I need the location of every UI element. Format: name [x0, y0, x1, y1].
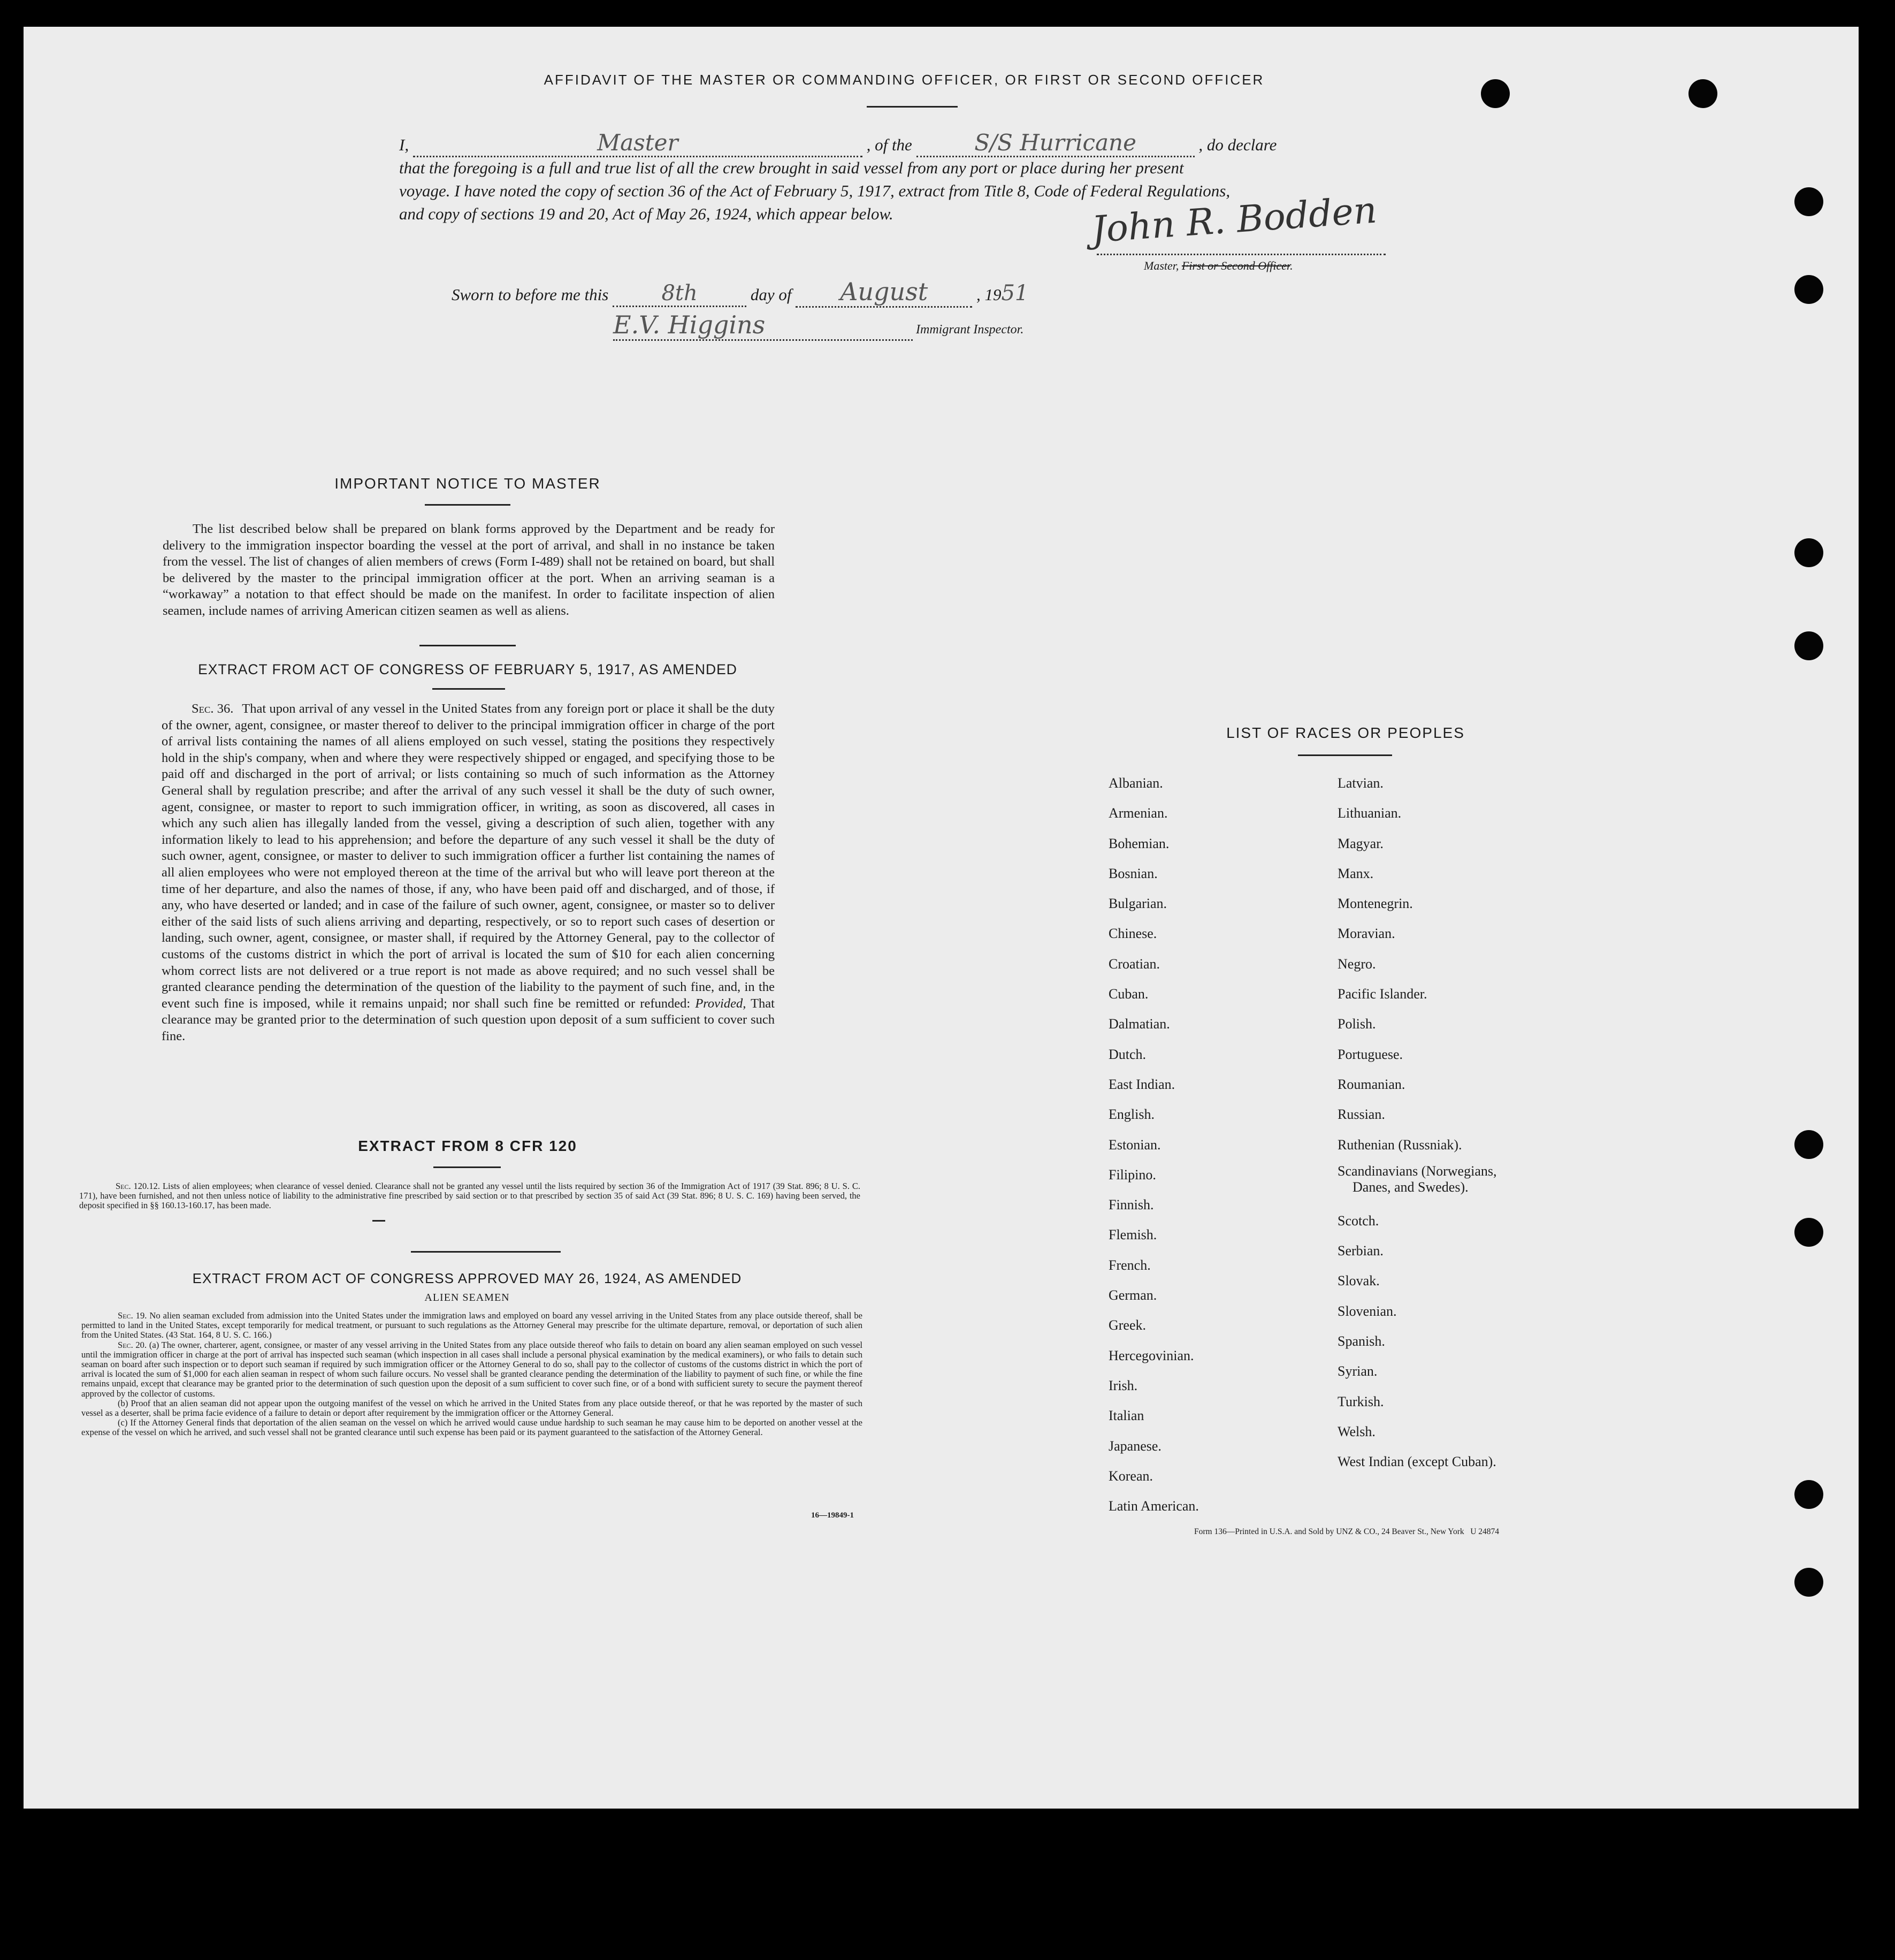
master-signature: John R. Bodden — [1090, 189, 1378, 251]
sec-36-label: Sec. 36. — [192, 701, 234, 716]
race-item: Pacific Islander. — [1338, 986, 1427, 1002]
race-item: Italian — [1109, 1408, 1144, 1424]
race-item: French. — [1109, 1257, 1151, 1273]
punch-hole — [1794, 275, 1823, 304]
i-label: I, — [399, 135, 409, 154]
race-item-continued: Danes, and Swedes). — [1353, 1179, 1469, 1195]
vessel-name-field[interactable]: S/S Hurricane — [916, 129, 1195, 157]
race-item: Latvian. — [1338, 775, 1384, 791]
sec-19-label: Sec. 19. — [118, 1310, 147, 1321]
race-item: Moravian. — [1338, 926, 1395, 942]
sworn-month-field[interactable]: August — [796, 277, 972, 308]
punch-hole — [1794, 1218, 1823, 1247]
race-item: Turkish. — [1338, 1393, 1384, 1409]
race-item: Albanian. — [1109, 775, 1163, 791]
punch-hole — [1794, 1568, 1823, 1597]
signature-dotted-line — [1097, 254, 1386, 255]
title-divider — [867, 106, 958, 108]
day-of-label: day of — [750, 285, 792, 304]
cfr-divider — [433, 1166, 501, 1168]
race-item: Ruthenian (Russniak). — [1338, 1137, 1462, 1153]
race-item: Serbian. — [1338, 1243, 1384, 1259]
race-item: Japanese. — [1109, 1438, 1162, 1454]
inspector-signature: E.V. Higgins — [613, 310, 913, 341]
race-item: Greek. — [1109, 1317, 1147, 1333]
race-item: Bohemian. — [1109, 835, 1170, 851]
sec-20a-paragraph — [81, 1340, 862, 1399]
punch-hole — [1794, 631, 1823, 660]
signer-role: Master, First or Second Officer. — [1144, 259, 1293, 272]
race-item: Dutch. — [1109, 1046, 1147, 1062]
year-prefix: , 19 — [976, 285, 1002, 304]
affidavit-line-4: and copy of sections 19 and 20, Act of May 26, 1924, which appear below. — [399, 204, 893, 223]
race-item: Montenegrin. — [1338, 896, 1413, 912]
race-item: German. — [1109, 1287, 1157, 1303]
race-item: Slovenian. — [1338, 1303, 1397, 1319]
extract-1924-body — [81, 1311, 862, 1438]
form-print-line: Form 136—Printed in U.S.A. and Sold by UNZ & CO., 24 Beaver St., New York U 24874 — [1194, 1527, 1500, 1536]
race-item: Scandinavians (Norwegians, — [1338, 1163, 1497, 1179]
race-item: Slovak. — [1338, 1273, 1380, 1289]
extract-1917-body — [162, 701, 775, 1044]
provided-term: Provided, — [695, 996, 746, 1011]
race-item: Latin American. — [1109, 1498, 1199, 1514]
race-item: Lithuanian. — [1338, 805, 1402, 821]
races-right-column — [1338, 768, 1496, 1477]
cfr-title: EXTRACT FROM 8 CFR 120 — [358, 1138, 577, 1154]
sworn-label: Sworn to before me this — [452, 285, 609, 304]
race-item: Russian. — [1338, 1107, 1385, 1123]
sec-19-text: No alien seaman excluded from admission into the United States under the immigration laws and employed on board any vessel arriving in the United States from any place outside thereof, shall be permitted to land in the United States, except temporarily for medical treatment, or pursuant to such regulations as the Attorney General may prescribe for the ultimate departure, removal, or deportation of such alien from the United States. (43 Stat. 164, 8 U. S. C. 166.) — [81, 1310, 862, 1340]
sec-19-paragraph — [81, 1311, 862, 1340]
sec-20c-paragraph: (c) If the Attorney General finds that deportation of the alien seaman on the vessel on which he arrived would cause undue hardship to such seaman he may cause him to be deported on another vessel at the expense of the vessel on which he arrived, and such vessel shall not be granted clearance until such expense has been paid or its payment guaranteed to the satisfaction of the Attorney General. — [81, 1417, 862, 1438]
cfr-end-divider — [372, 1220, 385, 1222]
races-left-column — [1109, 768, 1199, 1521]
of-the-label: , of the — [866, 135, 912, 154]
race-item: Bulgarian. — [1109, 896, 1167, 912]
race-item: Finnish. — [1109, 1197, 1154, 1213]
race-item: Manx. — [1338, 865, 1374, 881]
race-item: West Indian (except Cuban). — [1338, 1454, 1496, 1470]
race-item: Estonian. — [1109, 1137, 1161, 1153]
inspector-label: Immigrant Inspector. — [916, 323, 1024, 337]
sworn-day-field[interactable]: 8th — [613, 281, 746, 307]
race-item: Korean. — [1109, 1468, 1153, 1484]
race-item: Chinese. — [1109, 926, 1157, 942]
race-item: Croatian. — [1109, 956, 1160, 972]
cfr-sec-label: Sec. 120.12. — [116, 1181, 161, 1191]
race-item: Armenian. — [1109, 805, 1168, 821]
punch-hole — [1688, 79, 1717, 108]
sworn-line — [452, 277, 1147, 308]
affidavit-declaration-line — [399, 129, 1416, 157]
master-name-field[interactable]: Master — [413, 129, 862, 157]
sec-36-text: That upon arrival of any vessel in the United States from any foreign port or place it shall be the duty of the owner, agent, consignee, or master thereof to deliver to the principal immigration officer in charge of the port of arrival lists containing the names of all aliens employed on such vessel, stating the positions they respectively hold in the ship's company, when and where they were respectively shipped or engaged, and specifying those to be paid off and discharged in the port of arrival; or lists containing so much of such information as the Attorney General shall by regulation prescribe; and after the arrival of any such vessel it shall be the duty of such owner, agent, consignee, or master to report to such immigration officer, in writing, as soon as discovered, all cases in which any such alien has illegally landed from the vessel, giving a description of such alien, together with any information likely to lead to his apprehension; and before the departure of any such vessel it shall be the duty of such owner, agent, consignee, or master to deliver to such immigration officer a further list containing the names of all alien employees who were not employed thereon at the time of the arrival but who will leave port thereon at the time of her departure, and also the names of those, if any, who have been paid off and discharged, and of those, if any, who have deserted or landed; and in case of the failure of such owner, agent, consignee, or master so to deliver either of the said lists of such aliens arriving and departing, respectively, or so to report such cases of desertion or landing, such owner, agent, consignee, or master shall, if required by the Attorney General, pay to the collector of customs of the customs district in which the port of arrival is located the sum of $10 for each alien concerning whom correct lists are not delivered or a true report is not made as above required; and no such vessel shall be granted clearance pending the determination of the question of the liability to the payment of such fine, and, in the event such fine is imposed, while it remains unpaid; nor shall such fine be remitted or refunded: — [162, 701, 775, 1011]
race-item: Spanish. — [1338, 1333, 1385, 1349]
sec-20-label: Sec. 20. — [118, 1339, 147, 1350]
provided-text: That clearance may be granted prior to the determination of such question upon deposit of a sum sufficient to cover such fine. — [162, 996, 775, 1043]
alien-seamen-subtitle: ALIEN SEAMEN — [424, 1292, 510, 1303]
race-item: East Indian. — [1109, 1076, 1175, 1092]
cfr-body — [79, 1181, 860, 1210]
master-label: Master, — [1144, 259, 1179, 272]
affidavit-title: AFFIDAVIT OF THE MASTER OR COMMANDING OFFICER, OR FIRST OR SECOND OFFICER — [544, 72, 1265, 88]
races-title: LIST OF RACES OR PEOPLES — [1226, 724, 1465, 741]
section-divider-2 — [411, 1251, 561, 1253]
affidavit-line-3: voyage. I have noted the copy of section 36 of the Act of February 5, 1917, extract from Title 8, Code of Federal Regulations, — [399, 181, 1231, 200]
notice-title: IMPORTANT NOTICE TO MASTER — [334, 475, 601, 492]
race-item: Polish. — [1338, 1016, 1376, 1032]
form-code: 16—19849-1 — [811, 1511, 854, 1520]
race-item: Bosnian. — [1109, 865, 1158, 881]
notice-body: The list described below shall be prepared on blank forms approved by the Department and be ready for delivery to the immigration inspector boarding the vessel at the port of arrival, and shall in no instance be taken from the vessel. The list of changes of alien members of crews (Form I-489) shall not be retained on board, but shall be delivered by the master to the principal immigration officer at the port. When an arriving seaman is a “workaway” a notation to that effect should be made on the manifest. In order to facilitate inspection of alien seamen, include names of arriving American citizen seamen as well as aliens. — [163, 522, 775, 618]
extract-1924-title: EXTRACT FROM ACT OF CONGRESS APPROVED MAY 26, 1924, AS AMENDED — [192, 1270, 742, 1286]
section-divider — [419, 645, 516, 646]
race-item: Negro. — [1338, 956, 1376, 972]
sworn-year-field[interactable]: 51 — [1001, 281, 1029, 306]
races-divider — [1298, 754, 1392, 756]
punch-hole — [1794, 1480, 1823, 1509]
struck-officer-label: First or Second Officer — [1181, 259, 1290, 272]
sec-20a-text: (a) The owner, charterer, agent, consignee, or master of any vessel arriving in the United States from any place outside thereof who fails to detain on board any alien seaman employed on such vessel until the immigration officer in charge at the port of arrival has inspected such seaman (which inspection in all cases shall include a personal physical examination by the medical examiners), or who fails to detain such seaman on board after such inspection or to deport such seaman if required by such immigration officer or the Attorney General to do so, shall pay to the collector of customs of the customs district in which the port of arrival is located the sum of $1,000 for each alien seaman in respect of whom such failure occurs. No vessel shall be granted clearance pending the determination of the liability to payment of such fine, or while the fine remains unpaid, except that clearance may be granted prior to the determination of such question upon the deposit of a sum sufficient to cover such fine, or of a bond with sufficient surety to secure the payment thereof approved by the collector of customs. — [81, 1339, 862, 1399]
race-item: Portuguese. — [1338, 1046, 1403, 1062]
race-item: Magyar. — [1338, 835, 1384, 851]
race-item: Irish. — [1109, 1377, 1138, 1393]
race-item: Flemish. — [1109, 1227, 1157, 1243]
punch-hole — [1481, 79, 1510, 108]
inspector-line — [613, 310, 1095, 341]
punch-hole — [1794, 1130, 1823, 1159]
race-item: Scotch. — [1338, 1212, 1379, 1229]
affidavit-line-2: that the foregoing is a full and true list of all the crew brought in said vessel from any port or place during her present — [399, 158, 1184, 177]
race-item: English. — [1109, 1107, 1155, 1123]
notice-divider — [425, 504, 510, 506]
race-item: Dalmatian. — [1109, 1016, 1170, 1032]
race-item: Roumanian. — [1338, 1076, 1405, 1092]
race-item: Welsh. — [1338, 1423, 1376, 1439]
cfr-text: Lists of alien employees; when clearance of vessel denied. Clearance shall not be granted any vessel until the lists required by section 36 of the Immigration Act of 1917 (39 Stat. 896; 8 U. S. C. 171), have been furnished, and not then unless notice of liability to the administrative fine prescribed by said section or to that prescribed by section 35 of said Act (39 Stat. 896; 8 U. S. C. 169) having been served, the deposit specified in §§ 160.13-160.17, has been made. — [79, 1181, 860, 1210]
race-item: Filipino. — [1109, 1166, 1156, 1183]
race-item: Cuban. — [1109, 986, 1149, 1002]
race-item: Syrian. — [1338, 1363, 1378, 1379]
extract-1917-title: EXTRACT FROM ACT OF CONGRESS OF FEBRUARY 5, 1917, AS AMENDED — [198, 661, 737, 677]
punch-hole — [1794, 538, 1823, 567]
punch-hole — [1794, 187, 1823, 216]
extract-1917-divider — [432, 688, 505, 690]
sec-20b-paragraph: (b) Proof that an alien seaman did not appear upon the outgoing manifest of the vessel on which he arrived in the United States from any place outside thereof, or that he was reported by the master of such vessel as a deserter, shall be prima facie evidence of a failure to detain or deport after requirement by the immigration officer or the Attorney General. — [81, 1398, 862, 1418]
race-item: Hercegovinian. — [1109, 1347, 1194, 1363]
do-declare-label: , do declare — [1198, 135, 1277, 154]
